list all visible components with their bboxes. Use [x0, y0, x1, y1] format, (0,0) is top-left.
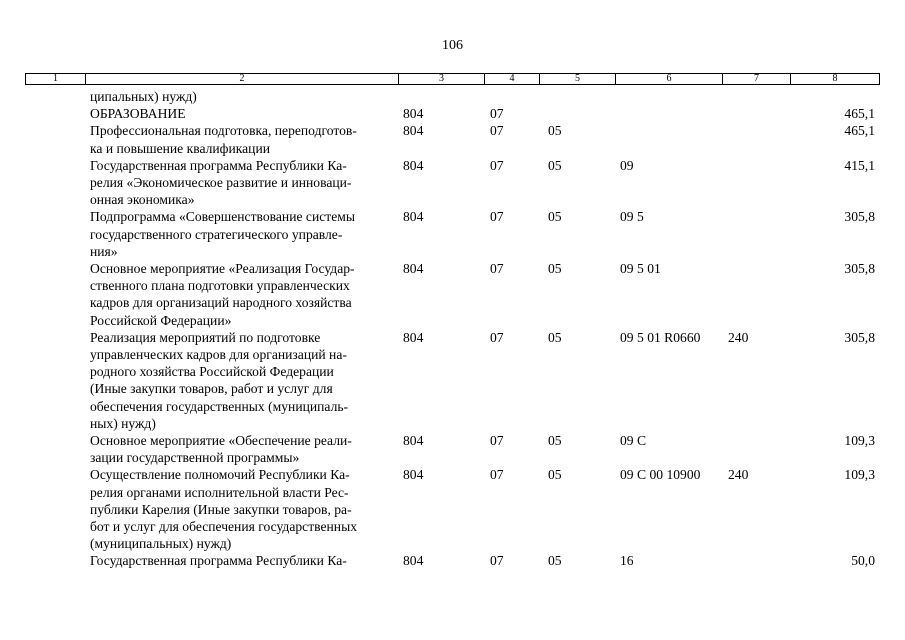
section-code: 07 — [490, 467, 504, 483]
table-row — [0, 466, 905, 552]
column-number-2: 2 — [86, 74, 399, 84]
amount: 109,3 — [844, 433, 875, 449]
section-code: 07 — [490, 433, 504, 449]
table-row — [0, 88, 905, 105]
section-code: 07 — [490, 261, 504, 277]
column-number-4: 4 — [485, 74, 540, 84]
row-name-line: управленческих кадров для организаций на- — [90, 347, 347, 363]
target-article-code: 09 5 01 — [620, 261, 661, 277]
row-name — [90, 105, 390, 122]
ministry-code: 804 — [403, 261, 424, 277]
target-article-code: 09 5 — [620, 209, 644, 225]
table-row — [0, 432, 905, 466]
row-name-line: онная экономика» — [90, 192, 195, 208]
row-name — [90, 122, 390, 156]
row-name — [90, 466, 390, 552]
table-row — [0, 260, 905, 329]
section-code: 07 — [490, 329, 504, 345]
table-row — [0, 122, 905, 156]
row-name-line: государственного стратегического управле- — [90, 226, 343, 242]
subsection-code: 05 — [548, 209, 562, 225]
row-name-line: публики Карелия (Иные закупки товаров, ра- — [90, 501, 352, 517]
row-name-line: Основное мероприятие «Реализация Государ- — [90, 261, 355, 277]
subsection-code: 05 — [548, 329, 562, 345]
section-code: 07 — [490, 106, 504, 122]
row-name-line: зации государственной программы» — [90, 450, 300, 466]
ministry-code: 804 — [403, 433, 424, 449]
ministry-code: 804 — [403, 123, 424, 139]
ministry-code: 804 — [403, 157, 424, 173]
amount: 305,8 — [844, 329, 875, 345]
subsection-code: 05 — [548, 433, 562, 449]
column-number-6: 6 — [616, 74, 723, 84]
row-name-line: бот и услуг для обеспечения государственных — [90, 519, 358, 535]
subsection-code: 05 — [548, 261, 562, 277]
row-name-line: ОБРАЗОВАНИЕ — [90, 106, 186, 122]
ministry-code: 804 — [403, 209, 424, 225]
amount: 305,8 — [844, 209, 875, 225]
amount: 415,1 — [844, 157, 875, 173]
budget-table-body — [0, 88, 905, 570]
row-name-line: ка и повышение квалификации — [90, 140, 271, 156]
subsection-code: 05 — [548, 553, 562, 569]
row-name-line: релия органами исполнительной власти Рес- — [90, 484, 349, 500]
row-name — [90, 552, 390, 569]
table-row — [0, 105, 905, 122]
row-name — [90, 329, 390, 432]
row-name-line: Осуществление полномочий Республики Ка- — [90, 467, 350, 483]
row-name-line: Российской Федерации» — [90, 312, 232, 328]
subsection-code: 05 — [548, 467, 562, 483]
table-header-row — [25, 73, 880, 85]
column-number-3: 3 — [399, 74, 485, 84]
row-name-line: релия «Экономическое развитие и инноваци- — [90, 175, 352, 191]
row-name-line: ципальных) нужд) — [90, 89, 197, 104]
target-article-code: 09 С 00 10900 — [620, 467, 701, 483]
column-number-1: 1 — [26, 74, 86, 84]
row-name-line: Подпрограмма «Совершенствование системы — [90, 209, 355, 225]
row-name-line: обеспечения государственных (муниципаль- — [90, 398, 349, 414]
ministry-code: 804 — [403, 106, 424, 122]
table-row — [0, 157, 905, 209]
row-name — [90, 157, 390, 209]
row-name-line: родного хозяйства Российской Федерации — [90, 364, 334, 380]
subsection-code: 05 — [548, 123, 562, 139]
table-row — [0, 208, 905, 260]
row-name — [90, 88, 390, 105]
row-name-line: ных) нужд) — [90, 415, 156, 431]
column-number-8: 8 — [832, 73, 838, 84]
page-number: 106 — [442, 38, 463, 53]
row-name-line: Реализация мероприятий по подготовке — [90, 329, 321, 345]
row-name-line: Государственная программа Республики Ка- — [90, 157, 347, 173]
column-number-7: 7 — [723, 74, 791, 84]
amount: 109,3 — [844, 467, 875, 483]
expense-type-code: 240 — [728, 467, 749, 483]
amount: 50,0 — [851, 553, 875, 569]
target-article-code: 09 С — [620, 433, 647, 449]
ministry-code: 804 — [403, 329, 424, 345]
row-name-line: Государственная программа Республики Ка- — [90, 553, 347, 569]
target-article-code: 09 — [620, 157, 634, 173]
ministry-code: 804 — [403, 467, 424, 483]
column-number-5: 5 — [540, 74, 616, 84]
row-name — [90, 432, 390, 466]
row-name-line: Основное мероприятие «Обеспечение реали- — [90, 433, 352, 449]
section-code: 07 — [490, 209, 504, 225]
amount: 465,1 — [844, 123, 875, 139]
row-name-line: (Иные закупки товаров, работ и услуг для — [90, 381, 333, 397]
row-name — [90, 208, 390, 260]
section-code: 07 — [490, 123, 504, 139]
row-name-line: Профессиональная подготовка, переподготов- — [90, 123, 357, 139]
expense-type-code: 240 — [728, 329, 749, 345]
row-name — [90, 260, 390, 329]
row-name-line: ственного плана подготовки управленческих — [90, 278, 350, 294]
row-name-line: (муниципальных) нужд) — [90, 536, 232, 552]
ministry-code: 804 — [403, 553, 424, 569]
section-code: 07 — [490, 553, 504, 569]
table-row — [0, 552, 905, 569]
target-article-code: 16 — [620, 553, 634, 569]
table-row — [0, 329, 905, 432]
amount: 465,1 — [844, 106, 875, 122]
row-name-line: кадров для организаций народного хозяйства — [90, 295, 352, 311]
amount: 305,8 — [844, 261, 875, 277]
target-article-code: 09 5 01 R0660 — [620, 329, 701, 345]
subsection-code: 05 — [548, 157, 562, 173]
row-name-line: ния» — [90, 243, 118, 259]
section-code: 07 — [490, 157, 504, 173]
